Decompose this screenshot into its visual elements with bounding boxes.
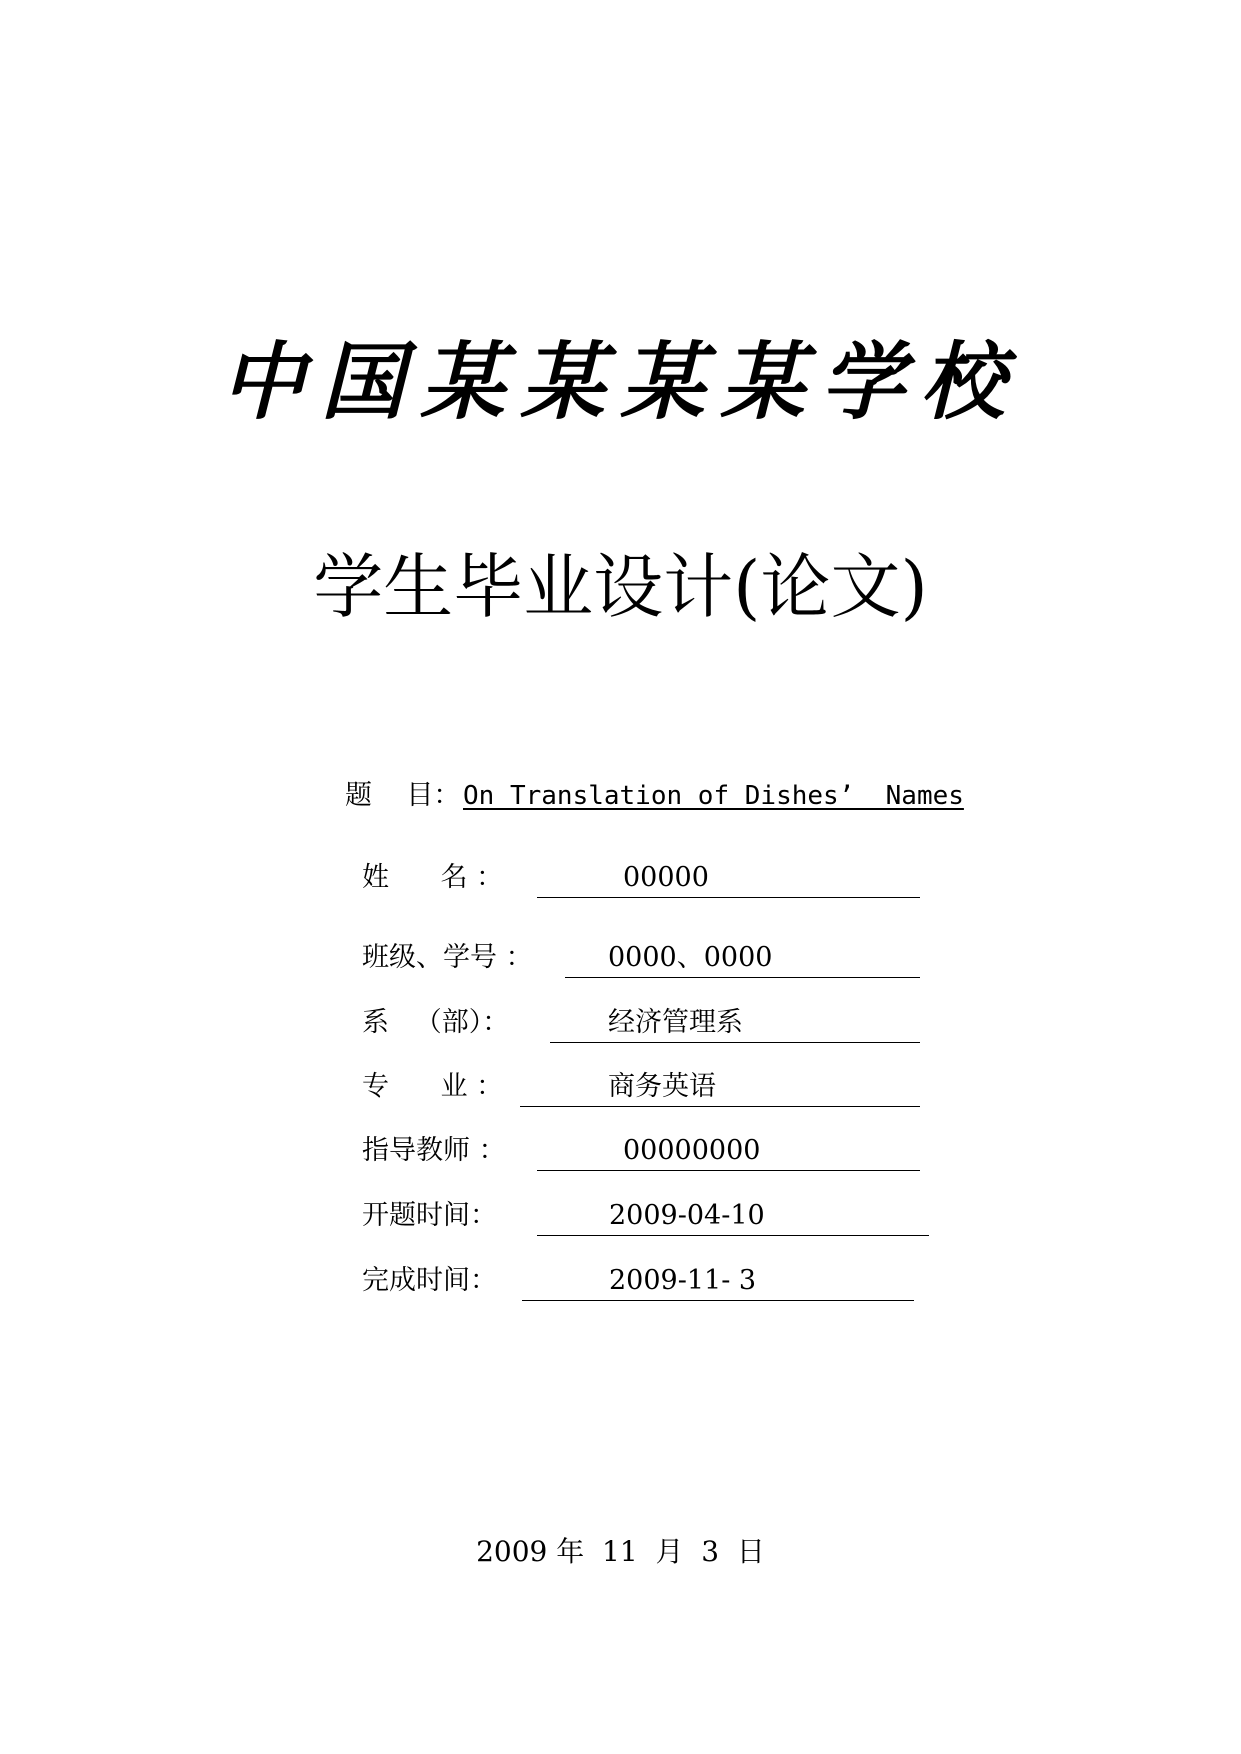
finish-time-value: 2009-11- 3 [609,1265,757,1296]
department-value: 经济管理系 [608,1007,743,1038]
class-id-row [362,938,922,978]
major-value-field [520,1067,920,1107]
start-time-value-field [537,1196,929,1236]
department-row [362,1003,922,1043]
major-row [362,1067,922,1107]
finish-time-value-field [522,1261,914,1301]
advisor-value-field [537,1131,920,1171]
topic-label: 题 目： [345,780,461,811]
advisor-label: 指导教师 ： [362,1135,506,1166]
start-time-row [362,1196,932,1236]
cover-date: 2009 年 11 月 3 日 [476,1535,765,1568]
class-id-value: 0000、0000 [608,942,773,973]
class-id-value-field [565,938,920,978]
name-label: 姓 名 ： [362,862,504,893]
topic-row [345,776,964,816]
start-time-value: 2009-04-10 [609,1200,765,1231]
finish-time-row [362,1261,922,1301]
name-value-field [537,858,920,898]
department-value-field [550,1003,920,1043]
department-label: 系 （部）： [362,1007,510,1038]
name-row [362,858,922,898]
start-time-label: 开题时间： [362,1200,497,1231]
document-title: 学生毕业设计(论文) [313,546,928,628]
major-value: 商务英语 [608,1071,716,1102]
topic-value-field [463,776,964,816]
major-label: 专 业 ： [362,1071,504,1102]
name-value: 00000 [623,862,709,893]
topic-value: On Translation of Dishes’ Names [463,781,964,811]
advisor-value: 00000000 [623,1135,761,1166]
finish-time-label: 完成时间： [362,1265,497,1296]
school-name: 中国某某某某学校 [220,332,1021,431]
class-id-label: 班级、学号 ： [362,942,533,973]
advisor-row [362,1131,922,1171]
